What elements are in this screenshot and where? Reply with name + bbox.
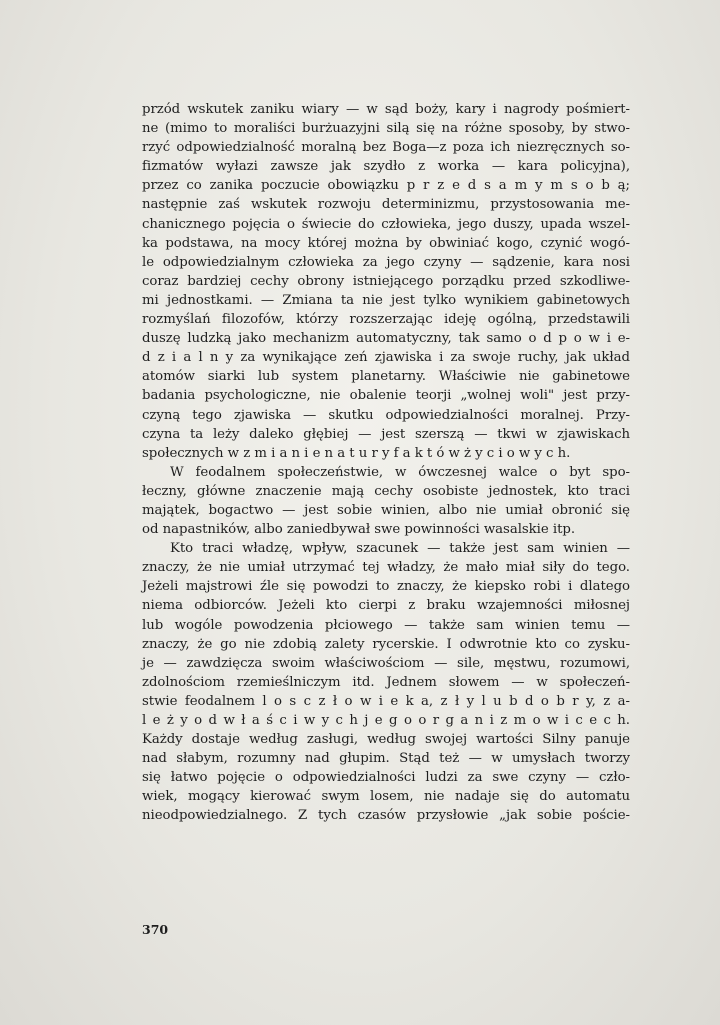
- text-line: od napastników, albo zaniedbywał swe powinności wasalskie itp.: [142, 522, 576, 538]
- text-line: duszę ludzką jako mechanizm automatyczny, tak samo o d p o w i e-: [142, 331, 630, 347]
- text-line: łeczny, główne znaczenie mają cechy osobiste jednostek, kto traci: [142, 483, 630, 499]
- text-line: nieodpowiedzialnego. Z tych czasów przysłowie „jak sobie poście-: [142, 808, 630, 824]
- text-line: niema odbiorców. Jeżeli kto cierpi z braku wzajemności miłosnej: [142, 598, 630, 614]
- text-line: znaczy, że go nie zdobią zalety rycerskie. I odwrotnie kto co zysku-: [142, 636, 630, 652]
- text-line: Kto traci władzę, wpływ, szacunek — także jest sam winien —: [170, 541, 630, 557]
- text-line: czyna ta leży daleko głębiej — jest szerszą — tkwi w zjawiskach: [142, 426, 630, 442]
- text-line: je — zawdzięcza swoim właściwościom — sile, męstwu, rozumowi,: [142, 655, 630, 671]
- text-line: l e ż y o d w ł a ś c i w y c h j e g o o r g a n i z m o w i c e c h.: [142, 713, 630, 728]
- text-line: przez co zanika poczucie obowiązku p r z e d s a m y m s o b ą;: [142, 178, 630, 194]
- text-line: czyną tego zjawiska — skutku odpowiedzialności moralnej. Przy-: [142, 407, 630, 423]
- text-line: społecznych w z m i a n i e n a t u r y f a k t ó w ż y c i o w y c h.: [142, 445, 571, 461]
- text-line: d z i a l n y za wynikające zeń zjawiska i za swoje ruchy, jak układ: [142, 350, 630, 366]
- text-line: ne (mimo to moraliści burżuazyjni silą się na różne sposoby, by stwo-: [142, 121, 630, 137]
- text-line: nad słabym, rozumny nad głupim. Stąd też — w umysłach tworzy: [142, 751, 630, 767]
- text-line: W feodalnem społeczeństwie, w ówczesnej walce o byt spo-: [170, 464, 630, 480]
- text-line: mi jednostkami. — Zmiana ta nie jest tylko wynikiem gabinetowych: [142, 292, 630, 308]
- page-number: 370: [142, 922, 169, 937]
- text-line: coraz bardziej cechy obrony istniejącego porządku przed szkodliwe-: [142, 273, 630, 289]
- text-line: atomów siarki lub system planetarny. Właściwie nie gabinetowe: [142, 369, 630, 385]
- text-line: zdolnościom rzemieślniczym itd. Jednem słowem — w społeczeń-: [142, 674, 630, 690]
- text-line: Każdy dostaje według zasługi, według swojej wartości Silny panuje: [142, 732, 630, 748]
- body-text: [142, 100, 630, 826]
- text-line: następnie zaś wskutek rozwoju determinizmu, przystosowania me-: [142, 197, 630, 213]
- text-line: fizmatów wyłazi zawsze jak szydło z worka — kara policyjna),: [142, 159, 630, 175]
- text-line: rozmyślań filozofów, którzy rozszerzając ideję ogólną, przedstawili: [142, 312, 630, 328]
- text-line: przód wskutek zaniku wiary — w sąd boży, kary i nagrody pośmiert-: [142, 102, 630, 117]
- text-line: badania psychologiczne, nie obalenie teorji „wolnej woli" jest przy-: [142, 388, 630, 404]
- text-line: ka podstawa, na mocy której można by obwiniać kogo, czynić wogó-: [142, 235, 630, 251]
- text-line: majątek, bogactwo — jest sobie winien, albo nie umiał obronić się: [142, 502, 630, 518]
- text-line: znaczy, że nie umiał utrzymać tej władzy, że mało miał siły do tego.: [142, 560, 630, 576]
- text-line: Jeżeli majstrowi źle się powodzi to znaczy, że kiepsko robi i dlatego: [142, 579, 630, 595]
- text-line: rzyć odpowiedzialność moralną bez Boga—z poza ich niezręcznych so-: [142, 140, 630, 156]
- text-line: chanicznego pojęcia o świecie do człowieka, jego duszy, upada wszel-: [142, 216, 630, 232]
- text-line: się łatwo pojęcie o odpowiedzialności ludzi za swe czyny — czło-: [142, 770, 630, 786]
- text-line: lub wogóle powodzenia płciowego — także sam winien temu —: [142, 617, 630, 633]
- text-line: stwie feodalnem l o s c z ł o w i e k a, z ł y l u b d o b r y, z a-: [142, 693, 630, 709]
- text-line: wiek, mogący kierować swym losem, nie nadaje się do automatu: [142, 789, 630, 805]
- text-line: le odpowiedzialnym człowieka za jego czyny — sądzenie, kara nosi: [142, 254, 630, 270]
